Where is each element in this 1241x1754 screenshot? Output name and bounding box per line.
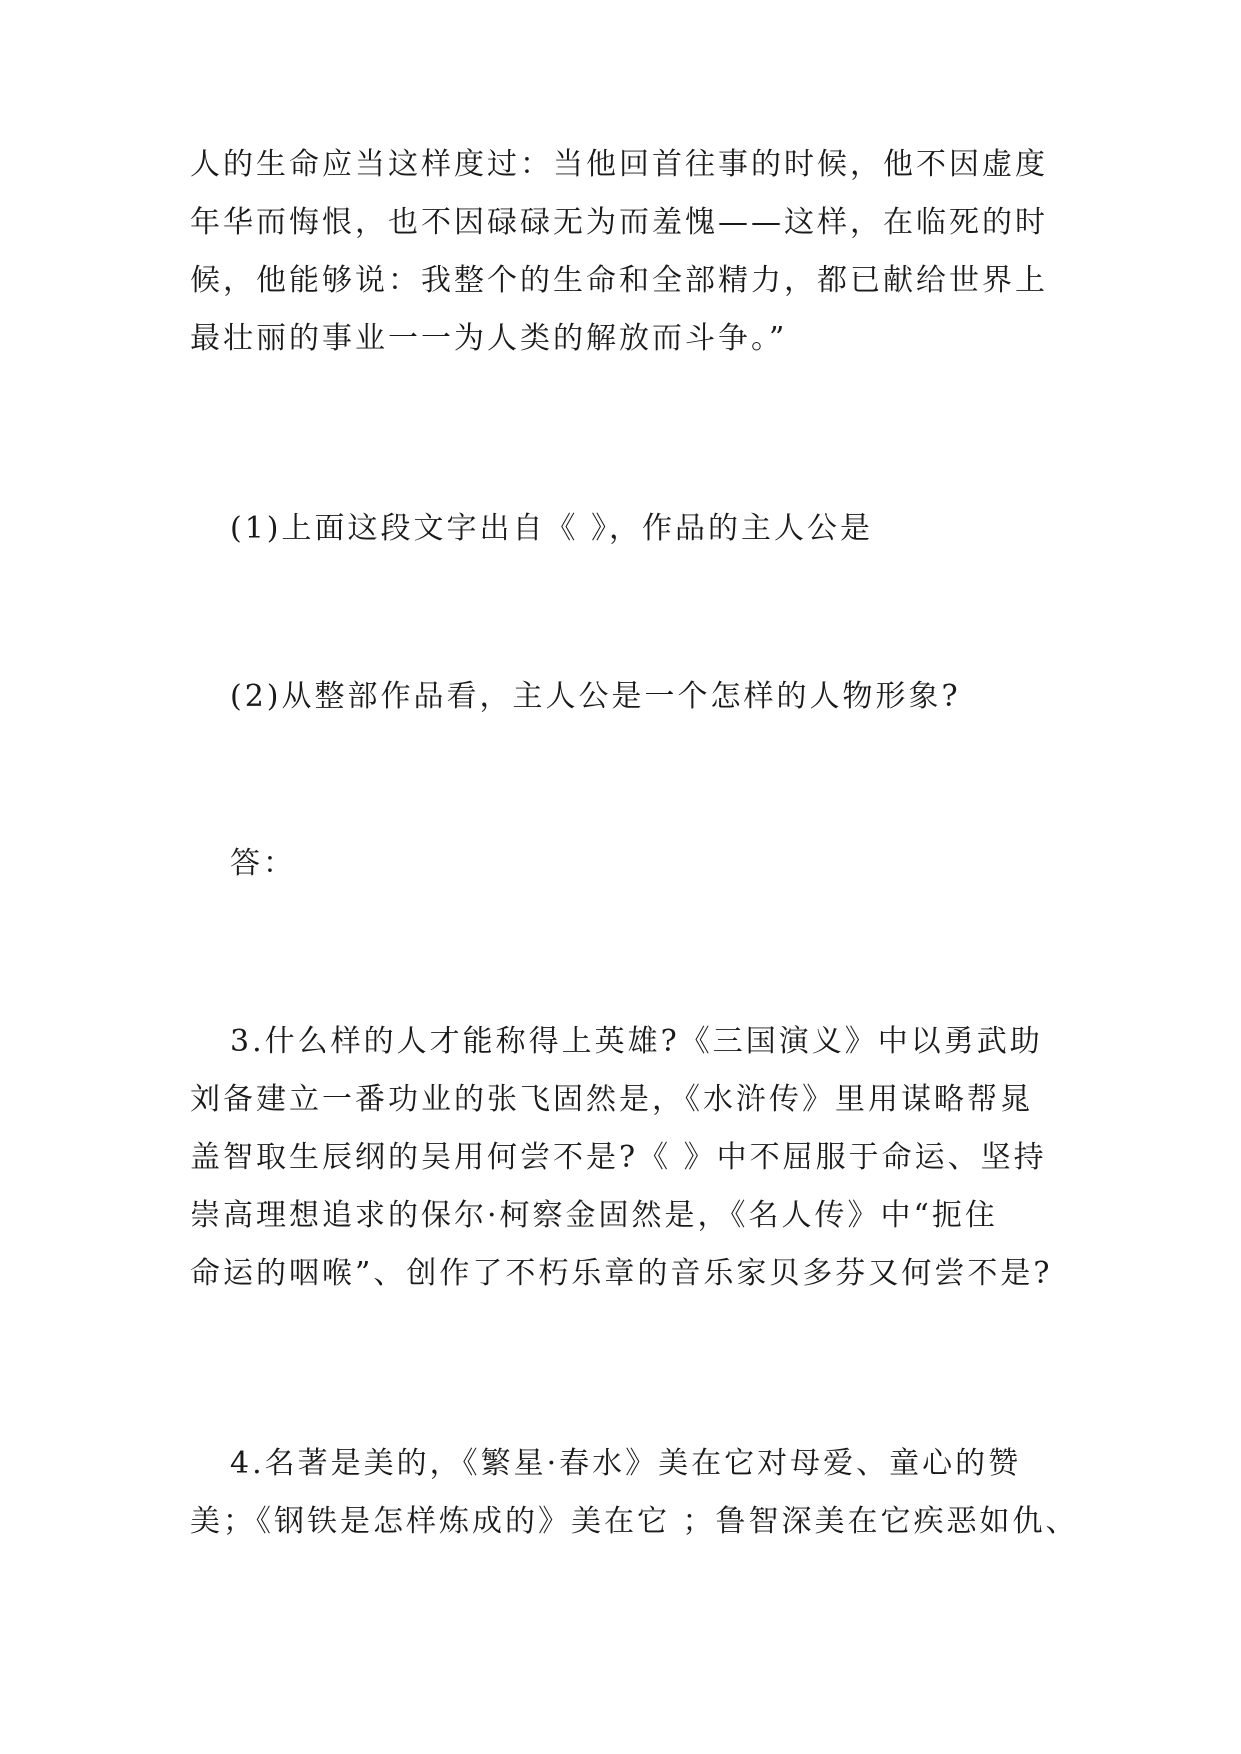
quote-line: 人的生命应当这样度过：当他回首往事的时候，他不因虚度 bbox=[190, 147, 1048, 182]
question-1: (1)上面这段文字出自《 》，作品的主人公是 bbox=[230, 511, 874, 546]
answer-label: 答： bbox=[230, 846, 296, 881]
quote-paragraph bbox=[190, 136, 1070, 368]
quote-line: 候，他能够说：我整个的生命和全部精力，都已献给世界上 bbox=[190, 263, 1048, 298]
paragraph-line: 美；《钢铁是怎样炼成的》美在它 ；鲁智深美在它疾恶如仇、 bbox=[190, 1504, 1079, 1539]
paragraph-line: 命运的咽喉”、创作了不朽乐章的音乐家贝多芬又何尝不是? bbox=[190, 1256, 1053, 1291]
quote-line: 年华而悔恨，也不因碌碌无为而羞愧——这样，在临死的时 bbox=[190, 205, 1048, 240]
paragraph-line: 崇高理想追求的保尔·柯察金固然是，《名人传》中“扼住 bbox=[190, 1198, 998, 1233]
question-4-paragraph bbox=[190, 1435, 1079, 1551]
question-3-paragraph bbox=[190, 1013, 1070, 1303]
paragraph-line: 3.什么样的人才能称得上英雄?《三国演义》中以勇武助 bbox=[230, 1024, 1043, 1059]
question-2: (2)从整部作品看，主人公是一个怎样的人物形象? bbox=[230, 679, 961, 714]
paragraph-line: 4.名著是美的，《繁星·春水》美在它对母爱、童心的赞 bbox=[230, 1446, 1022, 1481]
paragraph-line: 盖智取生辰纲的吴用何尝不是?《 》中不屈服于命运、坚持 bbox=[190, 1140, 1047, 1175]
quote-line: 最壮丽的事业一一为人类的解放而斗争。” bbox=[190, 321, 788, 356]
paragraph-line: 刘备建立一番功业的张飞固然是，《水浒传》里用谋略帮晁 bbox=[190, 1082, 1033, 1117]
